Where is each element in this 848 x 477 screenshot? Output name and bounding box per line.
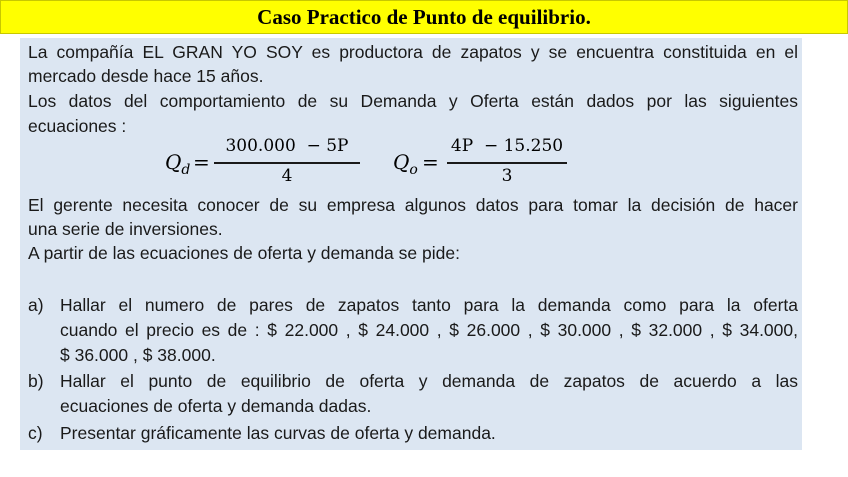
demand-denominator: 4 bbox=[281, 166, 293, 186]
task-b-line-1: Hallar el punto de equilibrio de oferta y demanda de zapatos de acuerdo a las bbox=[60, 371, 798, 391]
supply-equals: = bbox=[422, 150, 439, 174]
task-c-marker: c) bbox=[28, 423, 43, 443]
demand-numerator: 300.000 − 5P bbox=[225, 136, 349, 156]
intro-line-1: La compañía EL GRAN YO SOY es productora de zapatos y se encuentra constituida en el bbox=[28, 42, 798, 62]
context-line-2: una serie de inversiones. bbox=[28, 219, 223, 239]
task-a-line-1: Hallar el numero de pares de zapatos tanto para la demanda como para la oferta bbox=[60, 295, 798, 315]
task-a-line-2: cuando el precio es de : $ 22.000 , $ 24.000 , $ 26.000 , $ 30.000 , $ 32.000 , $ 34.000, bbox=[60, 320, 798, 340]
intro-line-3: Los datos del comportamiento de su Demanda y Oferta están dados por las siguientes bbox=[28, 91, 798, 111]
intro-line-2: mercado desde hace 15 años. bbox=[28, 66, 264, 86]
task-b bbox=[28, 369, 798, 419]
context-line-3: A partir de las ecuaciones de oferta y demanda se pide: bbox=[28, 243, 460, 263]
task-a-line-3: $ 36.000 , $ 38.000. bbox=[60, 345, 216, 365]
page-title: Caso Practico de Punto de equilibrio. bbox=[257, 4, 591, 29]
intro-line-4: ecuaciones : bbox=[28, 116, 127, 136]
task-b-line-2: ecuaciones de oferta y demanda dadas. bbox=[60, 396, 372, 416]
task-a-marker: a) bbox=[28, 295, 44, 315]
task-b-marker: b) bbox=[28, 371, 44, 391]
task-a bbox=[28, 293, 798, 367]
context-line-1: El gerente necesita conocer de su empresa algunos datos para tomar la decisión de hacer bbox=[28, 195, 798, 215]
demand-equals: = bbox=[193, 150, 210, 174]
task-c bbox=[28, 421, 798, 446]
supply-denominator: 3 bbox=[501, 166, 513, 186]
supply-symbol: $Q_o$ bbox=[393, 150, 418, 178]
supply-fraction-bar bbox=[447, 162, 567, 164]
title-bar bbox=[0, 0, 848, 34]
demand-fraction-bar bbox=[214, 162, 360, 164]
supply-numerator: 4P − 15.250 bbox=[450, 136, 564, 156]
task-c-line-1: Presentar gráficamente las curvas de oferta y demanda. bbox=[60, 423, 496, 443]
demand-symbol: $Q_d$ bbox=[165, 150, 191, 178]
